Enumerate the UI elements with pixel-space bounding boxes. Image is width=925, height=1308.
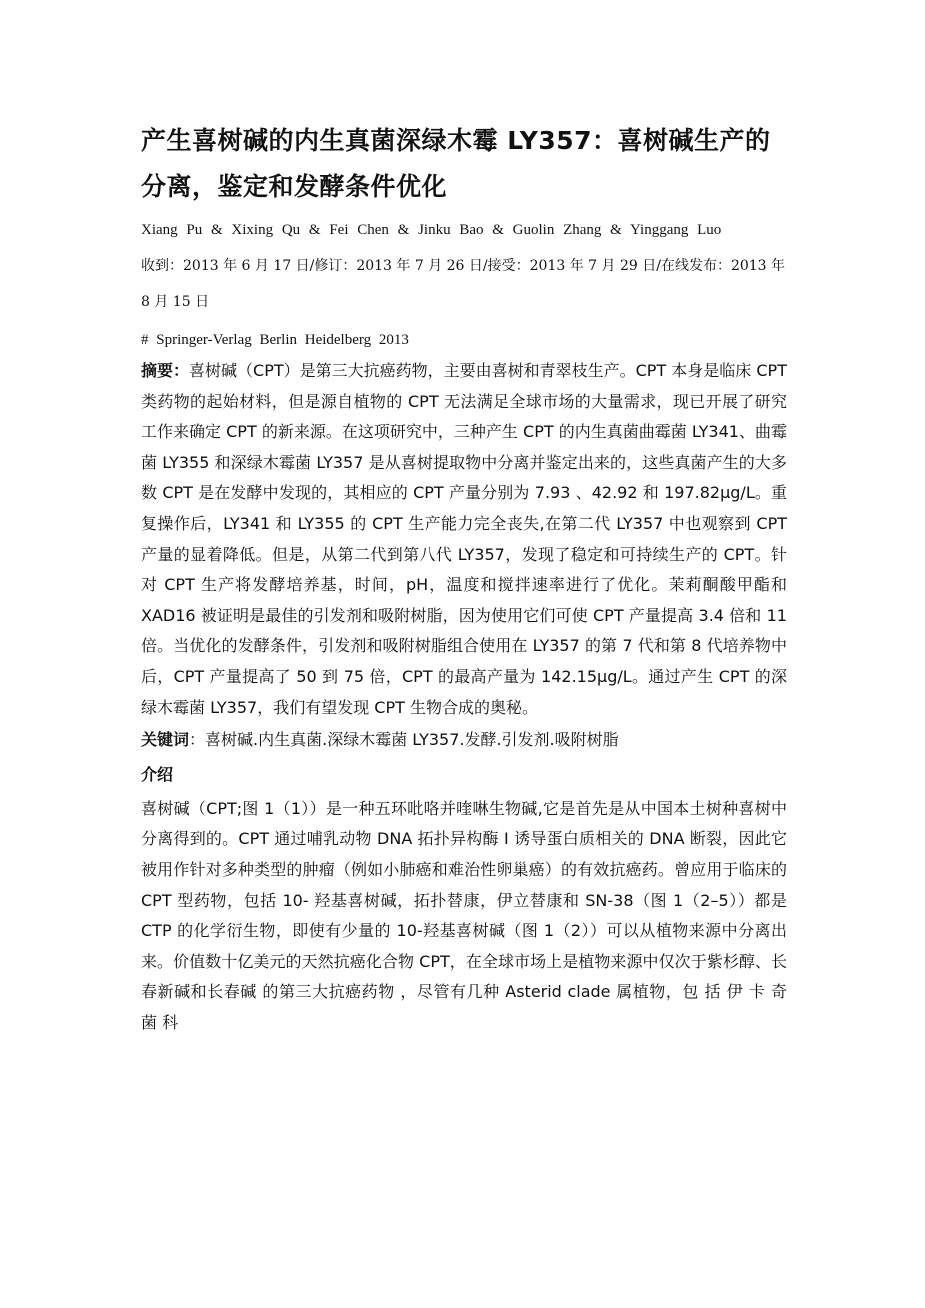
abstract-label: 摘要： — [141, 361, 190, 380]
section-heading-introduction: 介绍 — [141, 764, 174, 784]
keywords-text: ：喜树碱.内生真菌.深绿木霉菌 LY357.发酵.引发剂.吸附树脂 — [189, 730, 619, 750]
abstract — [141, 356, 787, 723]
paper-title: 产生喜树碱的内生真菌深绿木霉 LY357：喜树碱生产的分离，鉴定和发酵条件优化 — [141, 126, 771, 201]
keywords — [141, 725, 787, 756]
introduction-text: 喜树碱（CPT;图 1（1））是一种五环吡咯并喹啉生物碱,它是首先是从中国本土树种喜树中分离得到的。CPT 通过哺乳动物 DNA 拓扑异构酶 I 诱导蛋白质相关的 DNA 断裂，因此它被用作针对多种类型的肿瘤（例如小肺癌和难治性卵巢癌）的有效抗癌药。曾应用于临床的 CPT 型药物，包括 10- 羟基喜树碱，拓扑替康，伊立替康和 SN-38（图 1（2–5））都是 CTP 的化学衍生物，即使有少量的 10-羟基喜树碱（图 1（2））可以从植物来源中分离出来。价值数十亿美元的天然抗癌化合物 CPT，在全球市场上是植物来源中仅次于紫杉醇、长春新碱和长春碱 的第三大抗癌药物 ，尽管有几种 Asterid clade 属植物，包 括 伊 卡 奇 菌 科 — [141, 798, 787, 1032]
article-body — [141, 118, 787, 1038]
keywords-label: 关键词 — [141, 730, 190, 750]
copyright-line: # Springer-Verlag Berlin Heidelberg 2013 — [141, 332, 409, 348]
abstract-text: 喜树碱（CPT）是第三大抗癌药物，主要由喜树和青翠枝生产。CPT 本身是临床 CPT 类药物的起始材料，但是源自植物的 CPT 无法满足全球市场的大量需求，现已开展了研究工作来确定 CPT 的新来源。在这项研究中，三种产生 CPT 的内生真菌曲霉菌 LY341、曲霉菌 LY355 和深绿木霉菌 LY357 是从喜树提取物中分离并鉴定出来的，这些真菌产生的大多数 CPT 是在发酵中发现的，其相应的 CPT 产量分别为 7.93 、42.92 和 197.82μg/L。重复操作后，LY341 和 LY355 的 CPT 生产能力完全丧失,在第二代 LY357 中也观察到 CPT 产量的显着降低。但是，从第二代到第八代 LY357，发现了稳定和可持续生产的 CPT。针对 CPT 生产将发酵培养基，时间，pH，温度和搅拌速率进行了优化。茉莉酮酸甲酯和 XAD16 被证明是最佳的引发剂和吸附树脂，因为使用它们可使 CPT 产量提高 3.4 倍和 11 倍。当优化的发酵条件，引发剂和吸附树脂组合使用在 LY357 的第 7 代和第 8 代培养物中后，CPT 产量提高了 50 到 75 倍，CPT 的最高产量为 142.15μg/L。通过产生 CPT 的深绿木霉菌 LY357，我们有望发现 CPT 生物合成的奥秘。 — [141, 361, 787, 717]
author-list: Xiang Pu & Xixing Qu & Fei Chen & Jinku Bao & Guolin Zhang & Yinggang Luo — [141, 222, 722, 238]
publication-dates: 收到：2013 年 6 月 17 日/修订：2013 年 7 月 26 日/接受：2013 年 7 月 29 日/在线发布：2013 年 8 月 15 日 — [141, 258, 786, 310]
